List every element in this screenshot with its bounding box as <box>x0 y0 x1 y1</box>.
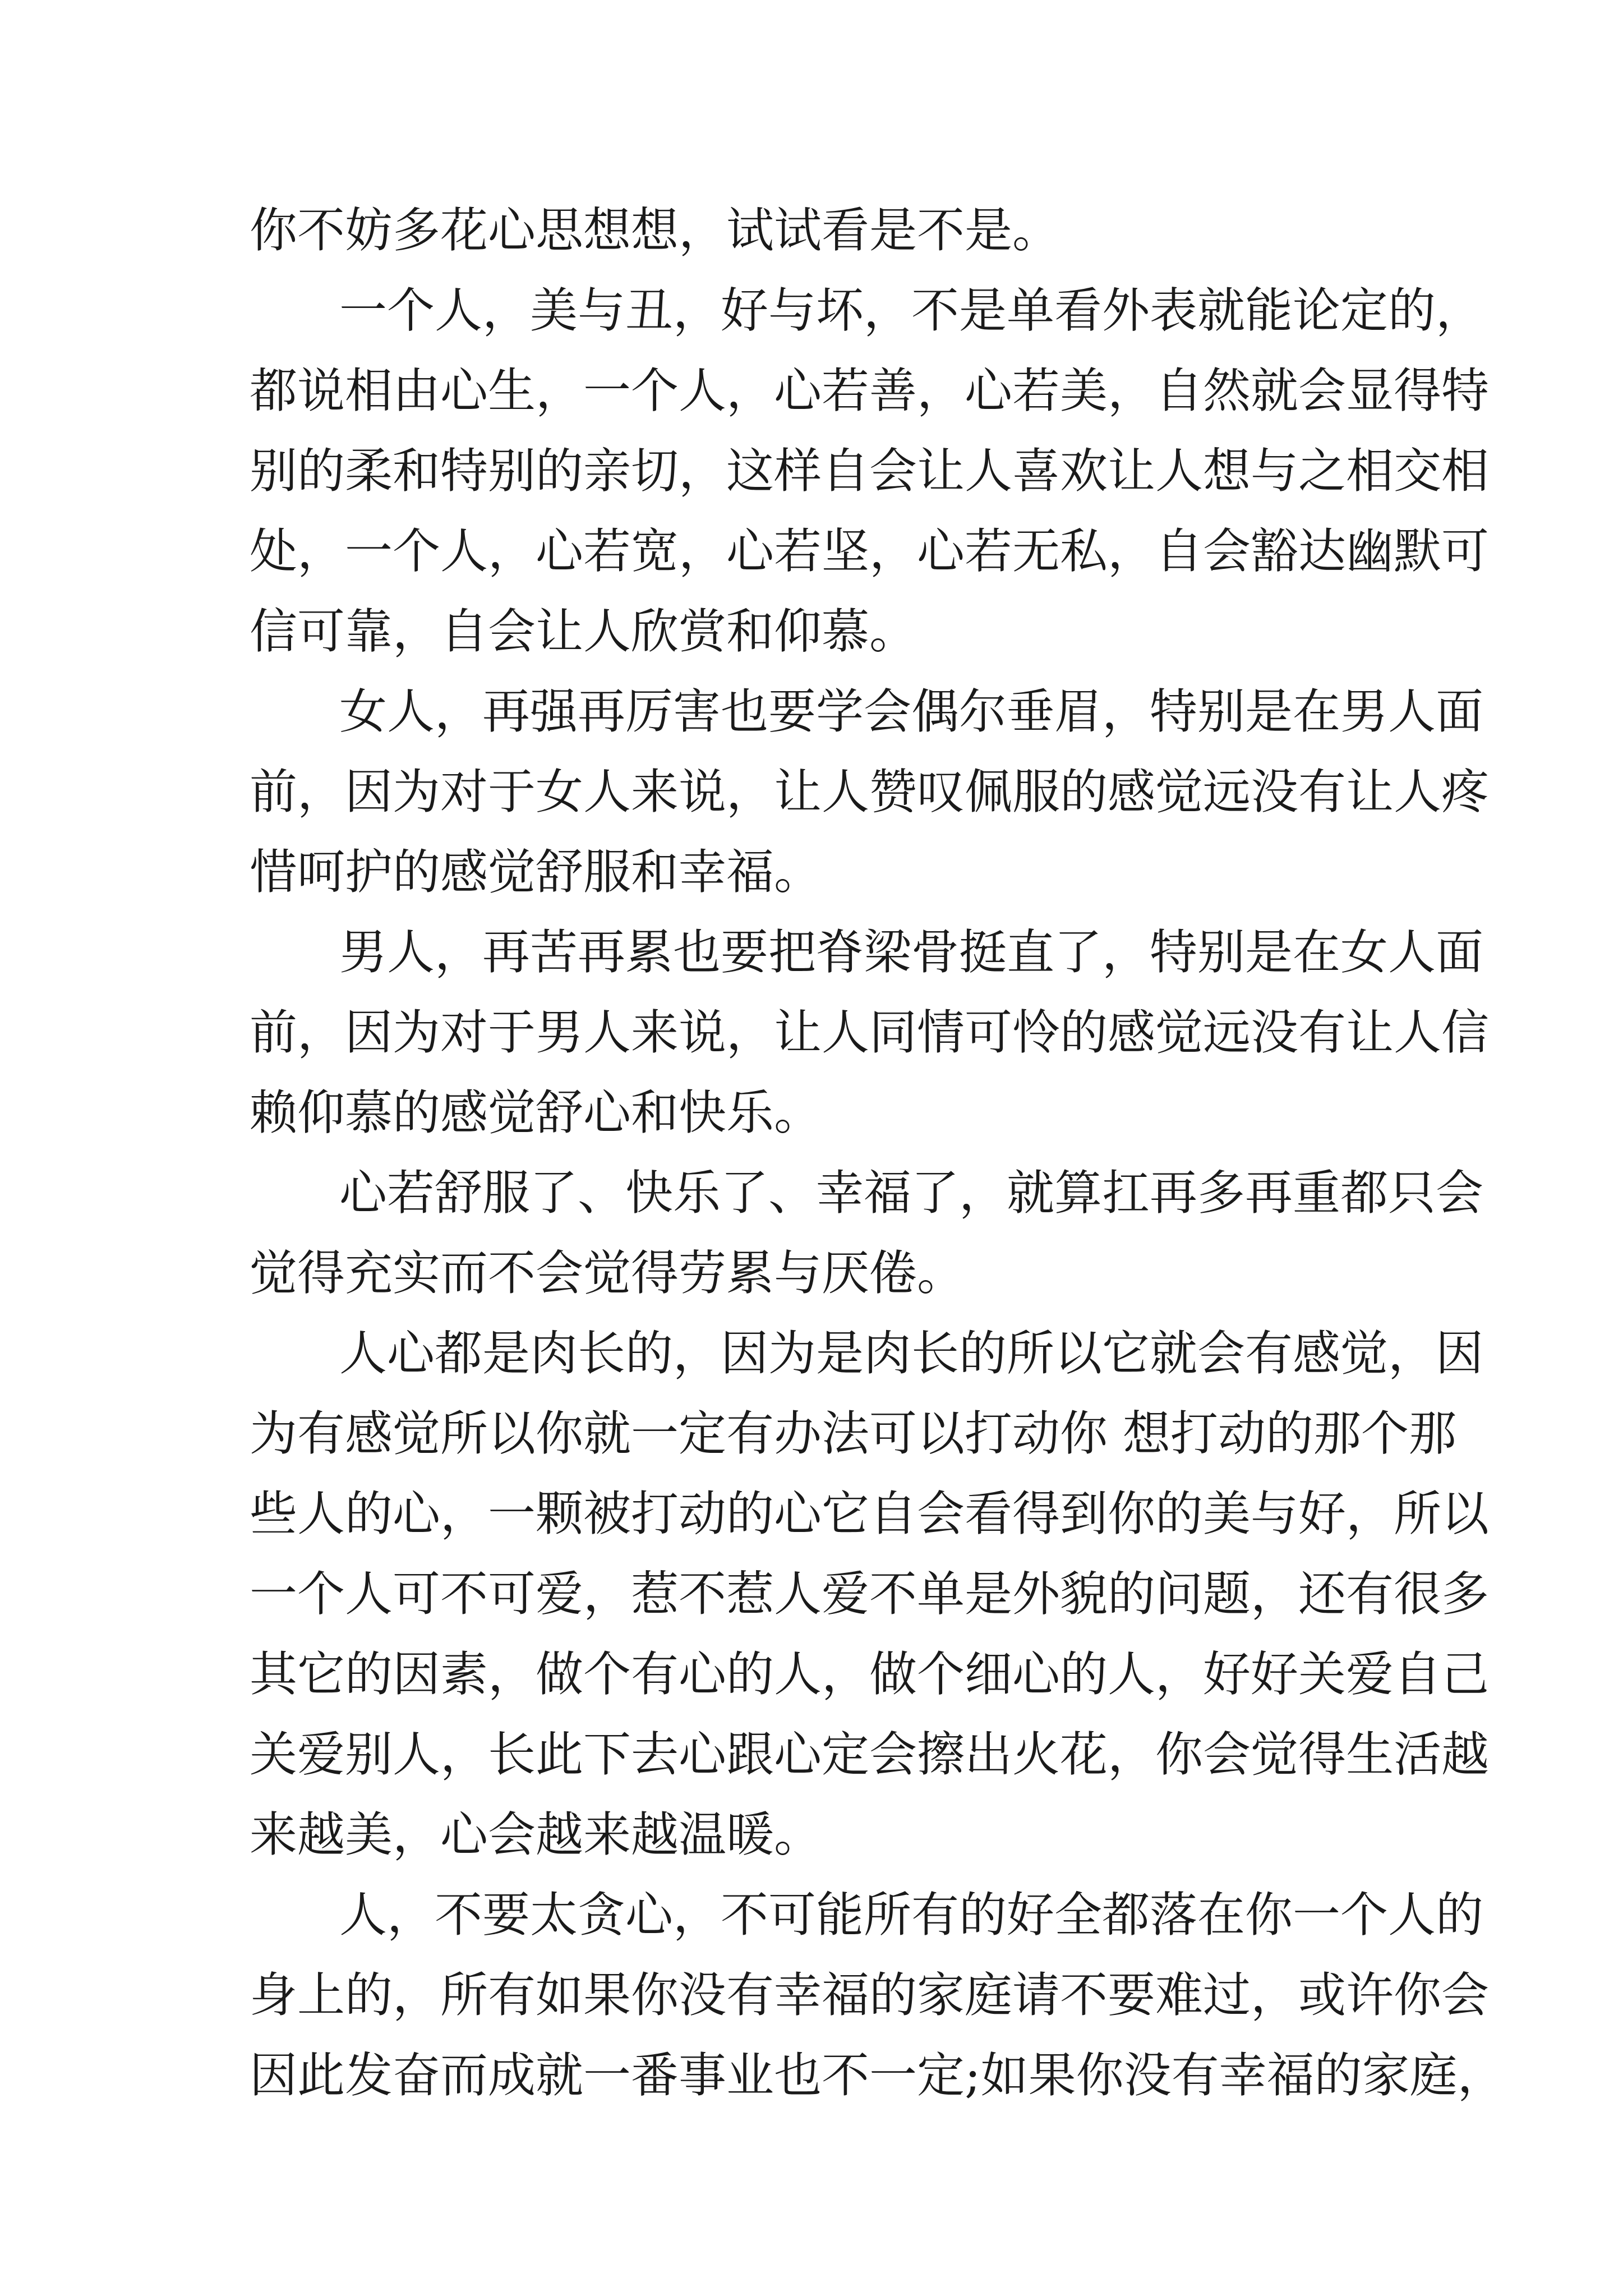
text-line: 人，不要太贪心，不可能所有的好全都落在你一个人的 <box>339 1888 1484 1943</box>
document-body <box>250 191 1505 2116</box>
text-line: 都说相由心生，一个人，心若善，心若美，自然就会显得特 <box>250 364 1490 419</box>
text-line: 觉得充实而不会觉得劳累与厌倦。 <box>250 1246 965 1301</box>
text-line: 为有感觉所以你就一定有办法可以打动你 想打动的那个那 <box>250 1406 1457 1462</box>
text-line: 一个人可不可爱，惹不惹人爱不单是外貌的问题，还有很多 <box>250 1567 1490 1622</box>
text-line: 赖仰慕的感觉舒心和快乐。 <box>250 1085 822 1141</box>
text-line: 人心都是肉长的，因为是肉长的所以它就会有感觉，因 <box>339 1326 1484 1382</box>
text-line: 其它的因素，做个有心的人，做个细心的人，好好关爱自己 <box>250 1647 1490 1703</box>
text-line: 些人的心，一颗被打动的心它自会看得到你的美与好，所以 <box>250 1487 1490 1542</box>
text-line: 信可靠，自会让人欣赏和仰慕。 <box>250 604 917 660</box>
text-line: 你不妨多花心思想想，试试看是不是。 <box>250 203 1061 259</box>
text-line: 因此发奋而成就一番事业也不一定;如果你没有幸福的家庭， <box>250 2048 1505 2104</box>
text-line: 前，因为对于女人来说，让人赞叹佩服的感觉远没有让人疼 <box>250 765 1490 820</box>
text-line: 心若舒服了、快乐了、幸福了，就算扛再多再重都只会 <box>339 1166 1484 1221</box>
text-line: 女人，再强再厉害也要学会偶尔垂眉，特别是在男人面 <box>339 684 1484 740</box>
text-line: 来越美，心会越来越温暖。 <box>250 1807 822 1863</box>
text-line: 男人，再苦再累也要把脊梁骨挺直了，特别是在女人面 <box>339 925 1484 981</box>
text-line: 前，因为对于男人来说，让人同情可怜的感觉远没有让人信 <box>250 1005 1490 1061</box>
text-line: 处，一个人，心若宽，心若坚，心若无私，自会豁达幽默可 <box>250 524 1490 579</box>
text-line: 一个人，美与丑，好与坏，不是单看外表就能论定的， <box>339 283 1484 339</box>
text-line: 关爱别人，长此下去心跟心定会擦出火花，你会觉得生活越 <box>250 1727 1490 1783</box>
text-line: 别的柔和特别的亲切，这样自会让人喜欢让人想与之相交相 <box>250 444 1490 499</box>
text-line: 身上的，所有如果你没有幸福的家庭请不要难过，或许你会 <box>250 1968 1490 2023</box>
text-line: 惜呵护的感觉舒服和幸福。 <box>250 845 822 900</box>
